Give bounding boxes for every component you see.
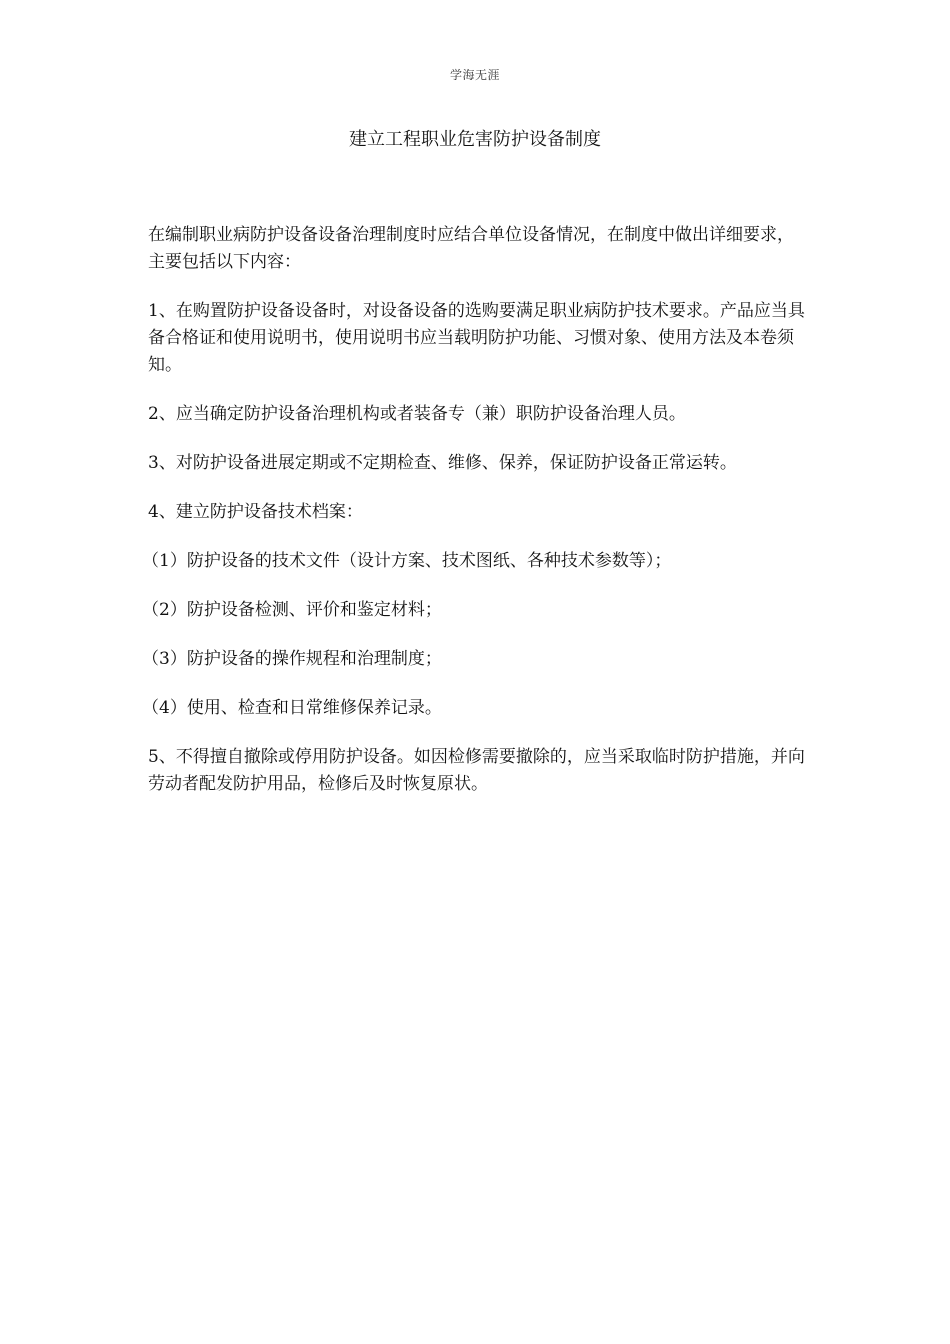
document-body	[142, 222, 808, 820]
clause-1: 1、在购置防护设备设备时，对设备设备的选购要满足职业病防护技术要求。产品应当具备合格证和使用说明书，使用说明书应当载明防护功能、习惯对象、使用方法及本卷须知。	[148, 301, 805, 375]
clause-4: 4、建立防护设备技术档案：	[148, 502, 363, 522]
clause-5: 5、不得擅自撤除或停用防护设备。如因检修需要撤除的，应当采取临时防护措施，并向劳动者配发防护用品，检修后及时恢复原状。	[148, 747, 805, 794]
page-header: 学海无涯	[449, 68, 500, 82]
archive-item-3: （3）防护设备的操作规程和治理制度；	[142, 649, 442, 669]
document-title: 建立工程职业危害防护设备制度	[349, 129, 601, 150]
archive-item-2: （2）防护设备检测、评价和鉴定材料；	[142, 600, 442, 620]
archive-item-4: （4）使用、检查和日常维修保养记录。	[142, 698, 442, 718]
archive-item-1: （1）防护设备的技术文件（设计方案、技术图纸、各种技术参数等）；	[142, 551, 672, 571]
intro-paragraph: 在编制职业病防护设备设备治理制度时应结合单位设备情况，在制度中做出详细要求，主要包括以下内容：	[148, 225, 794, 272]
clause-3: 3、对防护设备进展定期或不定期检查、维修、保养，保证防护设备正常运转。	[148, 453, 737, 473]
clause-2: 2、应当确定防护设备治理机构或者装备专（兼）职防护设备治理人员。	[148, 404, 686, 424]
